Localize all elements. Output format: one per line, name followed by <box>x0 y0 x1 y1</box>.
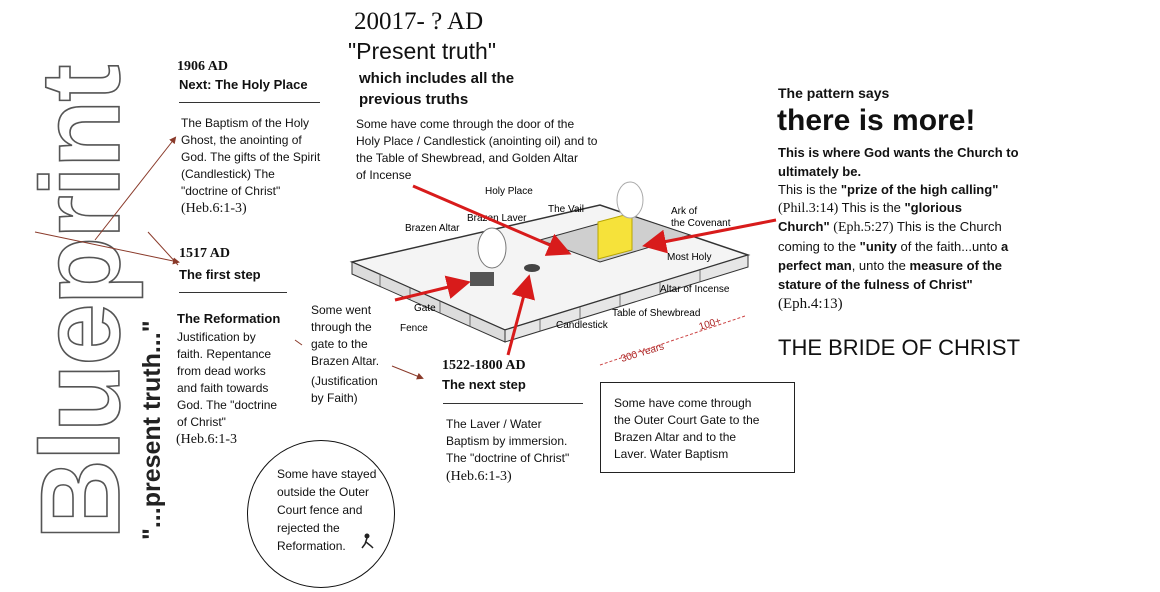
first-step-line-5: God. The "doctrine <box>177 398 278 412</box>
brazen-altar-shape <box>470 272 494 286</box>
label-most-holy: Most Holy <box>667 252 712 263</box>
present-truth-subtitle: "...present truth..." <box>138 320 166 540</box>
ellipse-note-line-2: outside the Outer <box>277 485 370 499</box>
label-ark: Ark of <box>671 206 698 217</box>
label-100-plus: 100+ <box>697 315 723 333</box>
label-candlestick: Candlestick <box>556 320 608 331</box>
pattern-l6-a: coming to the <box>778 239 860 254</box>
present-truth-desc-1: Some have come through the door of the <box>356 117 575 131</box>
box-note-line-4: Laver. Water Baptism <box>614 447 729 461</box>
next-step-line-1: The Laver / Water <box>446 417 542 431</box>
gate-note-line-4: Brazen Altar. <box>311 354 380 368</box>
bride-of-christ: THE BRIDE OF CHRIST <box>778 335 1021 360</box>
holy-place-line-2: Ghost, the anointing of <box>181 133 302 147</box>
gate-note-line-3: gate to the <box>311 337 368 351</box>
gate-note-line-6: by Faith) <box>311 391 358 405</box>
box-note-line-1: Some have come through <box>614 396 752 410</box>
gate-note-line-2: through the <box>311 320 372 334</box>
holy-place-line-5: "doctrine of Christ" <box>181 184 281 198</box>
pattern-l3-b: "prize of the high calling" <box>840 182 999 197</box>
ellipse-note-line-4: rejected the <box>277 521 340 535</box>
holy-place-title: Next: The Holy Place <box>179 77 308 92</box>
ellipse-note-line-3: Court fence and <box>277 503 363 517</box>
pattern-line-8: stature of the fulness of Christ" <box>778 277 973 292</box>
next-step-title: The next step <box>442 377 526 392</box>
blueprint-title: Blueprint <box>18 66 143 540</box>
ellipse-note-line-1: Some have stayed <box>277 467 377 481</box>
holy-place-date: 1906 AD <box>177 59 228 74</box>
gate-note-line-1: Some went <box>311 303 372 317</box>
present-truth-subheading-2: previous truths <box>359 91 469 108</box>
first-step-line-3: from dead works <box>177 364 266 378</box>
first-step-line-2: faith. Repentance <box>177 347 272 361</box>
pattern-l4-c: "glorious <box>904 200 962 215</box>
pattern-l5-c: This is the Church <box>893 219 1002 234</box>
box-note-line-2: the Outer Court Gate to the <box>614 413 760 427</box>
pattern-l7-a: perfect man <box>778 258 852 273</box>
pattern-l5-b: (Eph.5:27) <box>833 220 894 235</box>
pattern-l6-c: of the faith...unto <box>896 239 1001 254</box>
label-fence: Fence <box>400 323 428 334</box>
present-truth-heading: "Present truth" <box>348 38 497 64</box>
label-holy-place: Holy Place <box>485 186 533 197</box>
first-step-line-1: Justification by <box>177 330 256 344</box>
pattern-l7-b: , unto the <box>851 258 910 273</box>
dimension-line <box>600 316 745 365</box>
label-300-years: 300 Years <box>619 341 666 365</box>
label-ark-2: the Covenant <box>671 218 731 229</box>
reformation-heading: The Reformation <box>177 311 281 326</box>
pointer-1906 <box>95 138 175 240</box>
label-brazen-altar: Brazen Altar <box>405 223 460 234</box>
pattern-l6-d: a <box>1000 239 1009 254</box>
glory-cloud <box>617 182 643 218</box>
first-step-line-6: of Christ" <box>177 415 226 429</box>
holy-place-line-3: God. The gifts of the Spirit <box>181 150 321 164</box>
next-step-date: 1522-1800 AD <box>442 358 526 373</box>
pattern-l3-a: This is the <box>778 182 841 197</box>
label-gate: Gate <box>414 303 436 314</box>
first-step-ref: (Heb.6:1-3 <box>176 432 238 447</box>
pointer-next-step <box>392 366 422 378</box>
label-brazen-laver: Brazen Laver <box>467 213 527 224</box>
next-step-ref: (Heb.6:1-3) <box>446 469 512 484</box>
pattern-headline: there is more! <box>777 104 976 137</box>
label-altar-incense: Altar of Incense <box>660 284 730 295</box>
first-step-title: The first step <box>179 267 261 282</box>
gate-note-line-5: (Justification <box>311 374 378 388</box>
pointer-1517-b <box>148 232 178 265</box>
pattern-l5-a: Church" <box>778 219 830 234</box>
label-table-shewbread: Table of Shewbread <box>612 308 701 319</box>
next-step-line-3: The "doctrine of Christ" <box>446 451 570 465</box>
present-truth-desc-3: the Table of Shewbread, and Golden Altar <box>356 151 578 165</box>
box-note-line-3: Brazen Altar and to the <box>614 430 737 444</box>
first-step-date: 1517 AD <box>179 246 230 261</box>
holy-place-line-1: The Baptism of the Holy <box>181 116 310 130</box>
ellipse-note-line-5: Reformation. <box>277 539 346 553</box>
pattern-bold-2: ultimately be. <box>778 164 862 179</box>
next-step-line-2: Baptism by immersion. <box>446 434 568 448</box>
present-truth-desc-2: Holy Place / Candlestick (anointing oil) and to <box>356 134 598 148</box>
present-truth-subheading-1: which includes all the <box>359 70 515 87</box>
brazen-laver-shape <box>524 264 540 272</box>
pattern-l7-c: measure of the <box>909 258 1003 273</box>
pattern-l4-b: This is the <box>838 200 905 215</box>
pointer-1517 <box>35 232 178 262</box>
present-truth-date: 20017- ? AD <box>354 8 484 35</box>
pattern-bold-1: This is where God wants the Church to <box>778 145 1019 160</box>
pattern-ref: (Eph.4:13) <box>778 296 843 312</box>
first-step-line-4: and faith towards <box>177 381 269 395</box>
label-the-vail: The Vail <box>548 204 584 215</box>
holy-place-line-4: (Candlestick) The <box>181 167 275 181</box>
pattern-l4-a: (Phil.3:14) <box>778 201 839 216</box>
present-truth-desc-4: of Incense <box>356 168 412 182</box>
holy-place-ref: (Heb.6:1-3) <box>181 201 247 216</box>
pattern-intro: The pattern says <box>778 85 890 101</box>
altar-smoke <box>478 228 506 268</box>
pattern-l6-b: "unity <box>859 239 897 254</box>
pointer-gate-note <box>295 340 302 345</box>
